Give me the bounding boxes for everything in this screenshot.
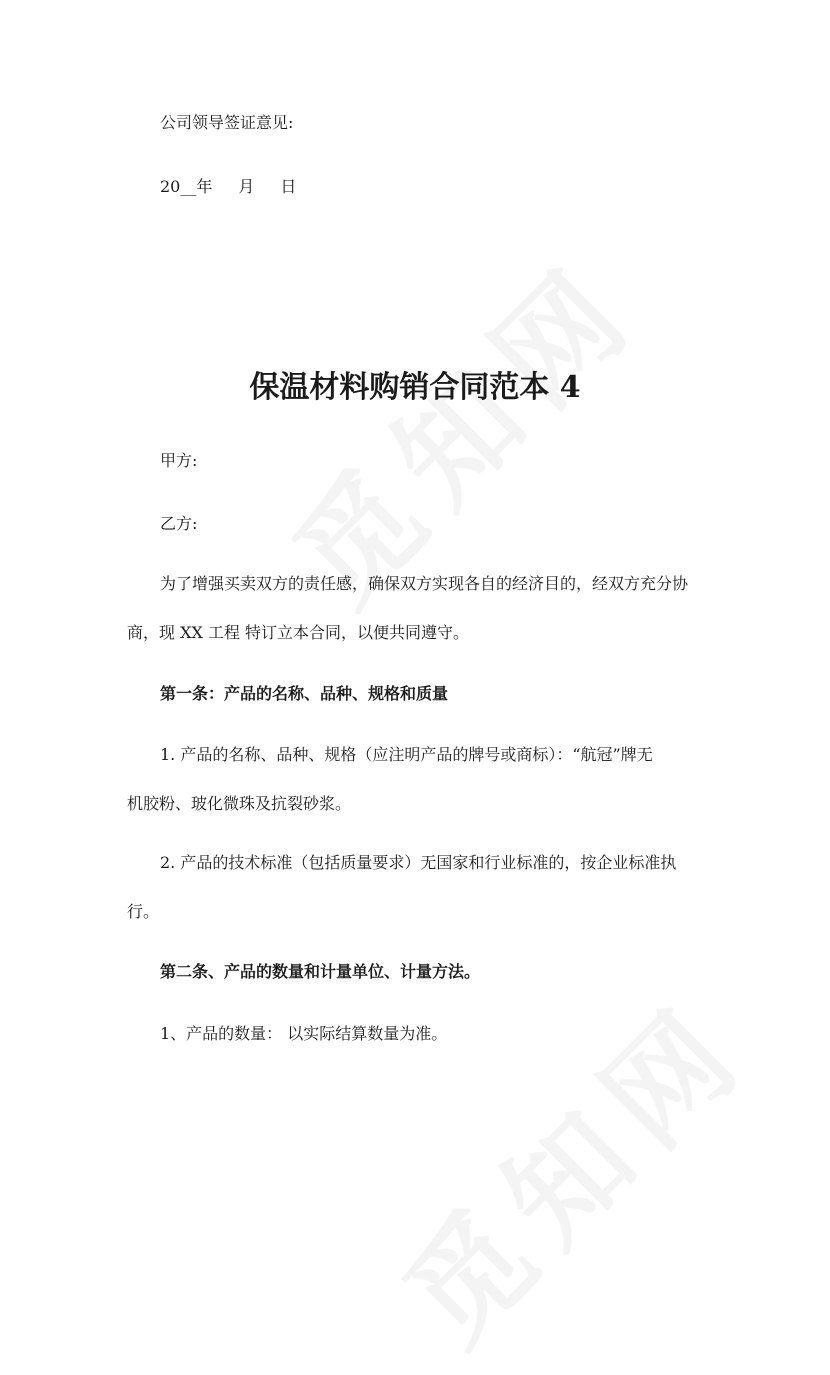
date-month: 月 <box>238 177 255 196</box>
party-b-label: 乙方: <box>160 514 198 533</box>
watermark <box>361 957 780 1375</box>
article-1-heading: 第一条：产品的名称、品种、规格和质量 <box>160 684 449 703</box>
leader-opinion-label: 公司领导签证意见: <box>160 113 294 132</box>
document-title: 保温材料购销合同范本 4 <box>249 370 581 405</box>
date-day: 日 <box>280 177 297 196</box>
article-1-item-1-line-2: 机胶粉、玻化微珠及抗裂砂浆。 <box>127 794 352 813</box>
date-year: 20__年 <box>160 177 213 196</box>
article-2-heading: 第二条、产品的数量和计量单位、计量方法。 <box>160 962 481 981</box>
article-1-item-1-line-1: 1. 产品的名称、品种、规格（应注明产品的牌号或商标）：“航冠”牌无 <box>160 745 653 764</box>
intro-paragraph-line-1: 为了增强买卖双方的责任感，确保双方实现各自的经济目的，经双方充分协 <box>160 574 689 593</box>
article-2-item-1: 1、产品的数量： 以实际结算数量为准。 <box>160 1024 448 1043</box>
date-line <box>160 176 296 198</box>
party-a-label: 甲方: <box>160 451 198 470</box>
intro-paragraph-line-2: 商，现 XX 工程 特订立本合同，以便共同遵守。 <box>127 623 470 642</box>
article-1-item-2-line-1: 2. 产品的技术标准（包括质量要求）无国家和行业标准的，按企业标准执 <box>160 853 677 872</box>
article-1-item-2-line-2: 行。 <box>127 902 160 921</box>
